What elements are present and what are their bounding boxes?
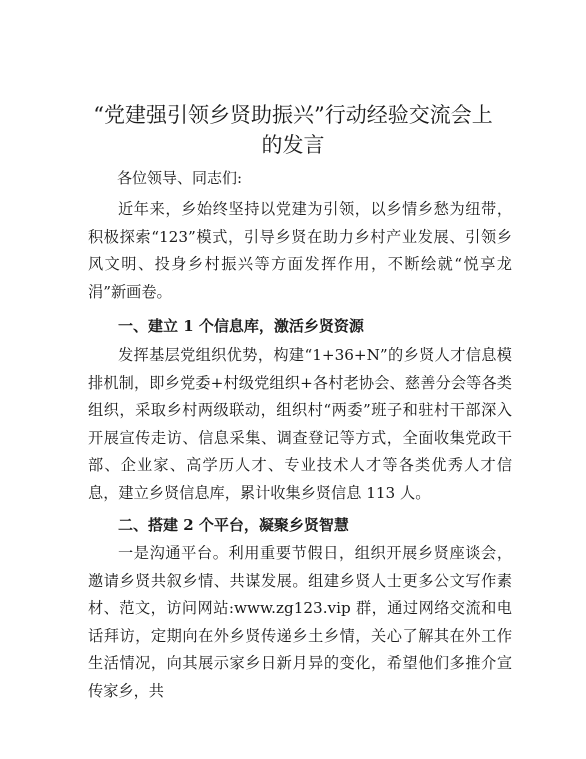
section-2-paragraph: 一是沟通平台。利用重要节假日，组织开展乡贤座谈会，邀请乡贤共叙乡情、共谋发展。组建乡贤人士更多公文写作素材、范文，访问网站:www.zg123.vip 群，通过网络交流和电话拜访，定期向在外乡贤传递乡土乡情，关心了解其在外工作生活情况，向其展示家乡日新月异的变化，希望他们多推介宣传家乡，共: [88, 544, 512, 700]
title-line-1: “党建强引领乡贤助振兴”行动经验交流会上: [93, 103, 493, 127]
title-line-2: 的发言: [261, 133, 325, 157]
section-1-paragraph: 发挥基层党组织优势，构建“1+36+N”的乡贤人才信息模排机制，即乡党委+村级党组织+各村老协会、慈善分会等各类组织，采取乡村两级联动，组织村“两委”班子和驻村干部深入开展宣传走访、信息采集、调查登记等方式，全面收集党政干部、企业家、高学历人才、专业技术人才等各类优秀人才信息，建立乡贤信息库，累计收集乡贤信息 113 人。: [88, 346, 512, 502]
document-title: [70, 100, 516, 160]
section-1-heading: 一、建立 1 个信息库，激活乡贤资源: [118, 317, 364, 335]
section-2-heading: 二、搭建 2 个平台，凝聚乡贤智慧: [118, 516, 349, 534]
intro-paragraph: 近年来，乡始终坚持以党建为引领，以乡情乡愁为纽带，积极探索“123”模式，引导乡贤在助力乡村产业发展、引领乡风文明、投身乡村振兴等方面发挥作用，不断绘就“悦享龙涓”新画卷。: [88, 200, 512, 301]
salutation: 各位领导、同志们:: [117, 169, 243, 187]
